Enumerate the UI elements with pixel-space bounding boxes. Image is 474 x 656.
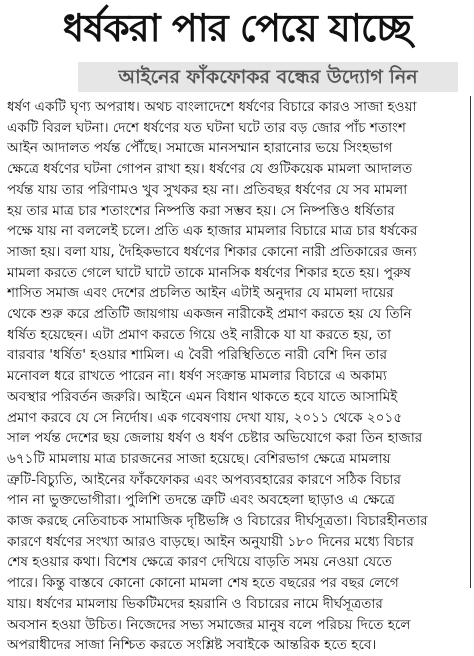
body-line: ত্রুটি-বিচ্যুতি, আইনের ফাঁকফোকর এবং অপব্যবহারের কারণে সঠিক বিচার	[7, 471, 401, 488]
body-line: মামলা করতে গেলে ঘাটে ঘাটে তাকে মানসিক ধর্ষণের শিকার হতে হয়। পুরুষ	[7, 264, 411, 281]
column-divider	[470, 96, 471, 588]
body-line: ধর্ষিত হয়েছেন। এটা প্রমাণ করতে গিয়ে ওই নারীকে যা যা করতে হয়, তা	[7, 326, 392, 343]
body-line: হয় তার মাত্র চার শতাংশের নিষ্পত্তি করা সম্ভব হয়। সে নিষ্পত্তিও ধর্ষিতার	[7, 202, 395, 219]
body-line: পর্যন্ত যায় তার পরিণামও খুব সুখকর হয় না। প্রতিবছর ধর্ষণের যে সব মামলা	[7, 181, 408, 198]
body-line: থেকে শুরু করে প্রতিটি জায়গায় একজন নারীকেই প্রমাণ করতে হয় যে তিনি	[7, 306, 412, 323]
subheadline-box	[78, 62, 458, 92]
body-line: একটি বিরল ঘটনা। দেশে ধর্ষণের যত ঘটনা ঘটে তার বড় জোর পাঁচ শতাংশ	[7, 119, 406, 136]
body-line: প্রমাণ করবে যে সে নির্দোষ। এক গবেষণায় দেখা যায়, ২০১১ থেকে ২০১৫	[7, 409, 403, 426]
body-line: পারে। কিন্তু বাস্তবে কোনো কোনো মামলা শেষ হতে বছরের পর বছর লেগে	[7, 575, 399, 592]
body-line: ধর্ষণ একটি ঘৃণ্য অপরাধ। অথচ বাংলাদেশে ধর্ষণের বিচারে কারও সাজা হওয়া	[7, 99, 417, 115]
body-line: ক্ষেত্রে ধর্ষণের ঘটনা গোপন রাখা হয়। ধর্ষণের যে গুটিকয়েক মামলা আদালত	[7, 161, 413, 178]
subheadline: আইনের ফাঁকফোকর বন্ধের উদ্যোগ নিন	[118, 66, 418, 88]
body-line: শেষ হওয়ার কথা। বিশেষ ক্ষেত্রে কারণ দেখিয়ে বাড়তি সময় নেওয়া যেতে	[7, 554, 392, 571]
body-line: সাজা হয়। বলা যায়, দৈহিকভাবে ধর্ষণের শিকার কোনো নারী প্রতিকারের জন্য	[7, 243, 417, 260]
headline: ধর্ষকরা পার পেয়ে যাচ্ছে	[62, 6, 412, 50]
body-line: পান না ভুক্তভোগীরা। পুলিশি তদন্তে ত্রুটি এবং অবহেলা ছাড়াও এ ক্ষেত্রে	[7, 492, 395, 509]
body-line: কাজ করছে নেতিবাচক সামাজিক দৃষ্টিভঙ্গি ও বিচারের দীর্ঘসূত্রতা। বিচারহীনতার	[7, 513, 428, 530]
body-line: যায়। ধর্ষণের মামলায় ভিকটিমদের হয়রানি ও বিচারের নামে দীর্ঘসূত্রতার	[7, 595, 383, 612]
body-line: অবস্থার পরিবর্তন জরুরি। আইনে এমন বিধান থাকতে হবে যাতে আসামিই	[7, 388, 398, 405]
body-line: পক্ষে যায় না বললেই চলে। প্রতি এক হাজার মামলার বিচারে মাত্র চার ধর্ষকের	[7, 223, 418, 240]
body-line: অপরাধীদের সাজা নিশ্চিত করতে সংশ্লিষ্ট সবাইকে আন্তরিক হতে হবে।	[7, 637, 377, 654]
body-line: আইন আদালত পর্যন্ত পৌঁছে। সমাজে মানসম্মান হারানোর ভয়ে সিংহভাগ	[7, 140, 393, 157]
article-body	[7, 97, 465, 656]
body-line: মনোবল ধরে রাখতে পারেন না। ধর্ষণ সংক্রান্ত মামলার বিচারে এ অকাম্য	[7, 368, 387, 385]
body-line: সাল পর্যন্ত দেশের ছয় জেলায় ধর্ষণ ও ধর্ষণ চেষ্টার অভিযোগে করা তিন হাজার	[7, 430, 423, 447]
body-line: বারবার 'ধর্ষিত' হওয়ার শামিল। এ বৈরী পরিস্থিতিতে নারী বেশি দিন তার	[7, 347, 388, 364]
body-line: অবসান হওয়া উচিত। নিজেদের সভ্য সমাজের মানুষ বলে পরিচয় দিতে হলে	[7, 616, 411, 633]
body-line: শাসিত সমাজ এবং দেশের প্রচলিত আইন এটাই অনুদার যে মামলা দায়ের	[7, 285, 394, 302]
body-line: কারণে ধর্ষণের সংখ্যা আরও বাড়ছে। আইন অনুযায়ী ১৮০ দিনের মধ্যে বিচার	[7, 533, 414, 550]
body-line: ৬৭১টি মামলায় মাত্র চারজনের সাজা হয়েছে। বেশিরভাগ ক্ষেত্রে মামলায়	[7, 450, 391, 467]
